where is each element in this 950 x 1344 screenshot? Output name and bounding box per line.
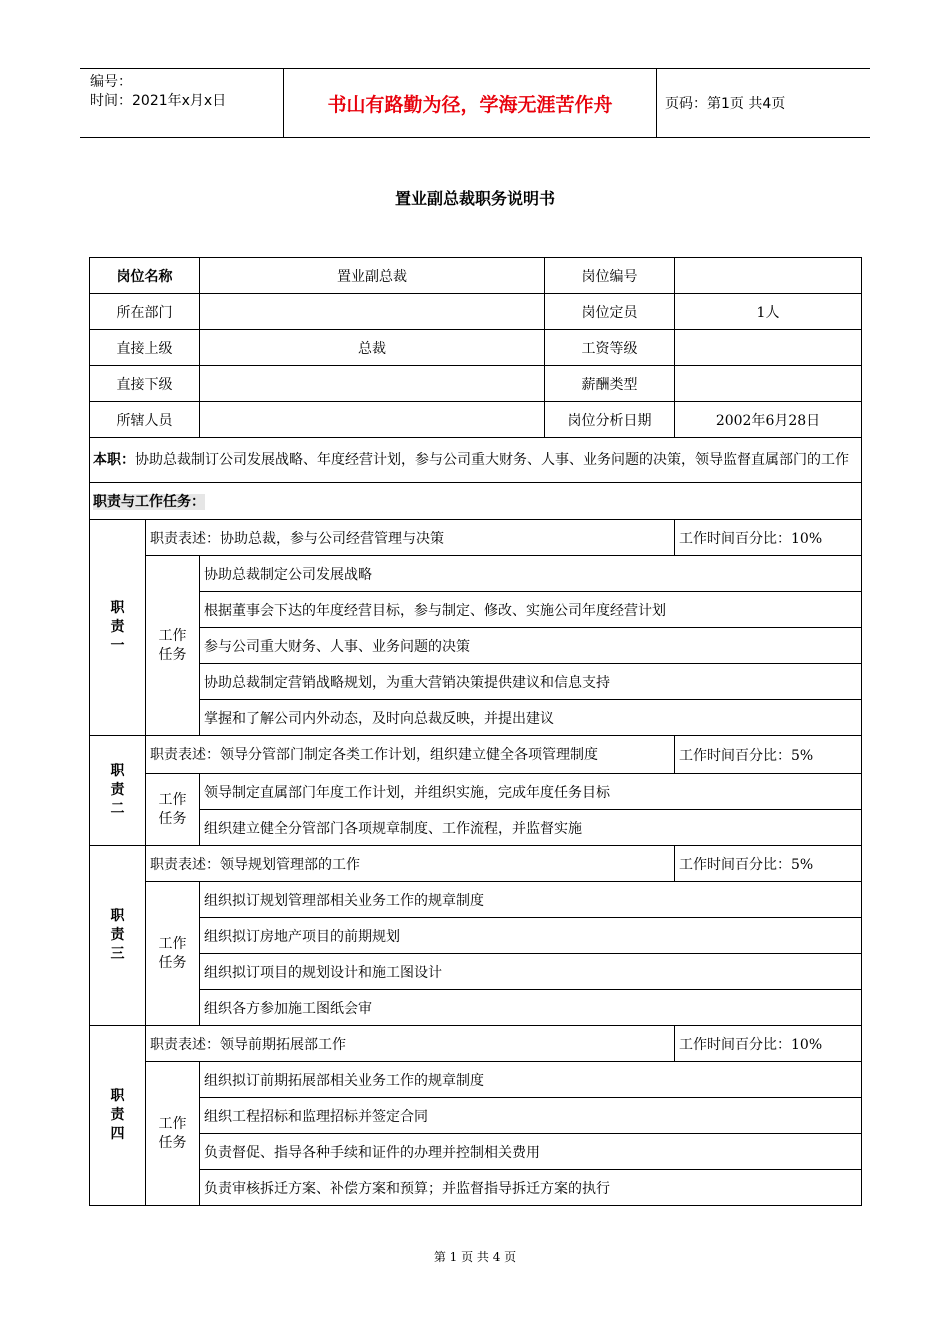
position-name-value: 置业副总裁 (200, 258, 545, 294)
header-slogan: 书山有路勤为径，学海无涯苦作舟 (283, 69, 657, 137)
info-row-subordinate (90, 366, 862, 402)
subordinate-value (200, 366, 545, 402)
duty-4-task-1: 组织拟订前期拓展部相关业务工作的规章制度 (200, 1062, 862, 1098)
duty-2-task-1: 领导制定直属部门年度工作计划，并组织实施，完成年度任务目标 (200, 774, 862, 810)
duty-1-task-row (90, 592, 862, 628)
job-description-table (89, 257, 862, 1206)
responsibilities-heading: 职责与工作任务： (90, 483, 862, 520)
duty-1-task-row (90, 700, 862, 736)
document-time: 时间：2021年x月x日 (90, 93, 227, 109)
document-number: 编号： (90, 74, 132, 90)
duty-2-label: 职责二 (90, 736, 146, 846)
duty-1-description-row (90, 520, 862, 556)
duty-4-task-row (90, 1134, 862, 1170)
position-code-value (675, 258, 862, 294)
duty-3-task-row (90, 918, 862, 954)
duty-3-time-pct: 工作时间百分比：5% (675, 846, 862, 882)
staff-value (200, 402, 545, 438)
duty-2-task-2: 组织建立健全分管部门各项规章制度、工作流程，并监督实施 (200, 810, 862, 846)
info-row-superior (90, 330, 862, 366)
duty-4-task-label: 工作任务 (146, 1062, 200, 1206)
duty-4-task-4: 负责审核拆迁方案、补偿方案和预算；并监督指导拆迁方案的执行 (200, 1170, 862, 1206)
duty-summary-label: 本职： (93, 452, 135, 468)
header-meta (90, 73, 226, 111)
duty-1-task-5: 掌握和了解公司内外动态，及时向总裁反映，并提出建议 (200, 700, 862, 736)
headcount-label: 岗位定员 (545, 294, 675, 330)
duty-3-description: 职责表述：领导规划管理部的工作 (146, 846, 675, 882)
duty-4-label: 职责四 (90, 1026, 146, 1206)
duty-4-task-2: 组织工程招标和监理招标并签定合同 (200, 1098, 862, 1134)
department-value (200, 294, 545, 330)
duty-3-task-row (90, 882, 862, 918)
duty-3-task-2: 组织拟订房地产项目的前期规划 (200, 918, 862, 954)
duty-3-task-4: 组织各方参加施工图纸会审 (200, 990, 862, 1026)
pay-type-label: 薪酬类型 (545, 366, 675, 402)
page-header (80, 68, 870, 138)
salary-grade-label: 工资等级 (545, 330, 675, 366)
duty-4-description: 职责表述：领导前期拓展部工作 (146, 1026, 675, 1062)
duty-4-task-row (90, 1170, 862, 1206)
duty-2-time-pct: 工作时间百分比：5% (675, 736, 862, 774)
duty-1-description: 职责表述：协助总裁，参与公司经营管理与决策 (146, 520, 675, 556)
responsibilities-heading-row (90, 483, 862, 520)
duty-3-task-3: 组织拟订项目的规划设计和施工图设计 (200, 954, 862, 990)
duty-4-description-row (90, 1026, 862, 1062)
duty-4-task-row (90, 1098, 862, 1134)
duty-1-time-pct: 工作时间百分比：10% (675, 520, 862, 556)
duty-2-description-row (90, 736, 862, 774)
department-label: 所在部门 (90, 294, 200, 330)
duty-1-task-row (90, 556, 862, 592)
staff-label: 所辖人员 (90, 402, 200, 438)
duty-1-task-4: 协助总裁制定营销战略规划，为重大营销决策提供建议和信息支持 (200, 664, 862, 700)
duty-3-task-label: 工作任务 (146, 882, 200, 1026)
position-name-label: 岗位名称 (90, 258, 200, 294)
superior-value: 总裁 (200, 330, 545, 366)
duty-2-task-row (90, 774, 862, 810)
duty-4-task-3: 负责督促、指导各种手续和证件的办理并控制相关费用 (200, 1134, 862, 1170)
duty-1-task-row (90, 664, 862, 700)
subordinate-label: 直接下级 (90, 366, 200, 402)
info-row-department (90, 294, 862, 330)
info-row-staff (90, 402, 862, 438)
duty-4-task-row (90, 1062, 862, 1098)
position-code-label: 岗位编号 (545, 258, 675, 294)
document-title: 置业副总裁职务说明书 (394, 189, 555, 208)
duty-4-time-pct: 工作时间百分比：10% (675, 1026, 862, 1062)
duty-2-description: 职责表述：领导分管部门制定各类工作计划，组织建立健全各项管理制度 (146, 736, 675, 774)
duty-3-description-row (90, 846, 862, 882)
duty-3-task-row (90, 954, 862, 990)
duty-1-label: 职责一 (90, 520, 146, 736)
duty-1-task-1: 协助总裁制定公司发展战略 (200, 556, 862, 592)
superior-label: 直接上级 (90, 330, 200, 366)
duty-summary (90, 438, 862, 483)
page-footer: 第 1 页 共 4 页 (433, 1250, 517, 1264)
duty-1-task-3: 参与公司重大财务、人事、业务问题的决策 (200, 628, 862, 664)
duty-1-task-label: 工作任务 (146, 556, 200, 736)
info-row-position (90, 258, 862, 294)
header-page-info: 页码：第1页 共4页 (665, 96, 786, 112)
analysis-date-label: 岗位分析日期 (545, 402, 675, 438)
duty-3-task-row (90, 990, 862, 1026)
duty-3-task-1: 组织拟订规划管理部相关业务工作的规章制度 (200, 882, 862, 918)
pay-type-value (675, 366, 862, 402)
duty-2-task-row (90, 810, 862, 846)
salary-grade-value (675, 330, 862, 366)
duty-summary-row (90, 438, 862, 483)
duty-1-task-2: 根据董事会下达的年度经营目标，参与制定、修改、实施公司年度经营计划 (200, 592, 862, 628)
duty-1-task-row (90, 628, 862, 664)
analysis-date-value: 2002年6月28日 (675, 402, 862, 438)
duty-summary-text: 协助总裁制订公司发展战略、年度经营计划，参与公司重大财务、人事、业务问题的决策，领导监督直属部门的工作 (135, 452, 849, 468)
headcount-value: 1人 (675, 294, 862, 330)
duty-3-label: 职责三 (90, 846, 146, 1026)
duty-2-task-label: 工作任务 (146, 774, 200, 846)
